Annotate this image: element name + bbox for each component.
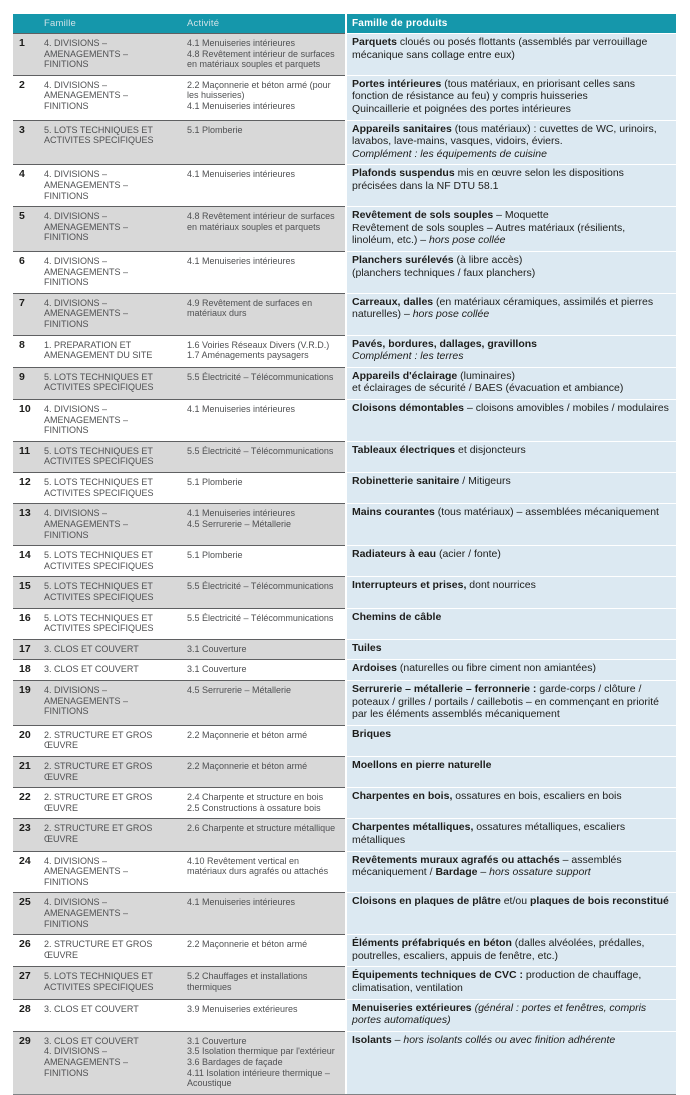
activite-entry: 2.6 Charpente et structure métallique [187,823,336,834]
cell-activite [183,725,345,756]
row-number: 12 [13,472,40,503]
produit-text-segment: Cloisons en plaques de plâtre [352,895,501,908]
produit-text-segment: cloués ou posés flottants (assemblés par verrouillage mécanique sans collage entre eux) [352,36,648,61]
table-row [13,75,676,120]
activite-entry: 4.5 Serrurerie – Métallerie [187,685,292,695]
row-number: 19 [13,680,40,725]
cell-famille [40,120,183,165]
cell-famille-de-produits [345,639,676,660]
activite-entry: 4.1 Menuiseries intérieures [187,404,296,415]
table-row [13,851,676,893]
famille-entry: 5. LOTS TECHNIQUES ET ACTIVITES SPECIFIQUES [44,550,154,571]
cell-activite [183,999,345,1031]
produit-text-segment: Quincaillerie et poignées des portes intérieures [352,103,571,116]
cell-activite [183,75,345,120]
produit-text-segment: (général : portes et fenêtres, compris portes automatiques) [352,1001,647,1027]
header-activite: Activité [187,18,220,29]
table-row [13,756,676,787]
row-number: 14 [13,545,40,576]
produit-text-segment: ossatures en bois, escaliers en bois [452,790,622,803]
activite-entry: 3.6 Bardages de façade [187,1057,283,1068]
famille-entry: 4. DIVISIONS – AMENAGEMENTS – FINITIONS [44,169,129,201]
cell-famille [40,934,183,966]
cell-famille [40,966,183,998]
cell-activite [183,608,345,639]
cell-famille-de-produits [345,934,676,966]
cell-famille [40,335,183,367]
cell-activite [183,206,345,251]
table-row [13,659,676,680]
activite-entry: 3.1 Couverture [187,643,247,654]
produit-text-segment: Équipements techniques de CVC : [352,969,523,982]
cell-famille [40,472,183,503]
cell-famille [40,725,183,756]
table-row [13,576,676,607]
produit-text-segment: Éléments préfabriqués en béton [352,937,512,950]
produit-text-segment: – [477,866,490,879]
table-row [13,725,676,756]
activite-entry: 5.5 Électricité – Télécommunications [187,445,334,456]
cell-famille [40,251,183,293]
row-number: 1 [13,33,40,75]
produit-text-segment: – cloisons amovibles / mobiles / modulaires [464,402,669,415]
cell-famille [40,293,183,335]
row-number: 23 [13,818,40,850]
activite-entry: 5.1 Plomberie [187,477,243,488]
famille-entry: 4. DIVISIONS – AMENAGEMENTS – FINITIONS [44,897,129,929]
cell-famille [40,367,183,399]
produit-text-segment: plaques de bois reconstitué [530,895,669,908]
produit-text-segment: Tableaux électriques [352,443,456,456]
table-row [13,892,676,934]
cell-activite [183,756,345,787]
produit-text-segment: Radiateurs à eau [352,548,437,561]
produit-text-segment: Complément : les terres [352,350,464,363]
produit-text-segment: (luminaires) [457,369,515,382]
produit-text-segment: hors pose collée [429,234,506,247]
famille-entry: 4. DIVISIONS – AMENAGEMENTS – FINITIONS [44,297,129,330]
produit-text-segment: dont nourrices [466,579,536,592]
cell-famille [40,545,183,576]
cell-activite [183,659,345,680]
produit-text-segment: Planchers surélevés [352,254,454,266]
cell-activite [183,164,345,206]
cell-famille-de-produits [345,335,676,367]
produit-text-segment: mis en œuvre selon les dispositions précisées dans la NF DTU 58.1 [352,167,624,192]
row-number: 21 [13,756,40,787]
produit-text-segment: (planchers techniques / faux planchers) [352,266,536,279]
cell-famille-de-produits [345,756,676,787]
row-number: 6 [13,251,40,293]
cell-activite [183,367,345,399]
cell-famille [40,818,183,850]
products-families-table [13,14,676,1095]
cell-famille-de-produits [345,787,676,818]
produit-text-segment: Isolants [352,1033,392,1046]
row-number: 5 [13,206,40,251]
famille-entry: 4. DIVISIONS – AMENAGEMENTS – FINITIONS [44,855,129,887]
cell-famille [40,399,183,441]
cell-activite [183,851,345,893]
header-famille: Famille [44,18,77,29]
cell-activite [183,120,345,165]
cell-activite [183,818,345,850]
famille-entry: 3. CLOS ET COUVERT [44,643,139,654]
cell-activite [183,576,345,607]
cell-activite [183,966,345,998]
row-number: 29 [13,1031,40,1094]
cell-famille [40,999,183,1031]
activite-entry: 2.5 Constructions à ossature bois [187,802,321,813]
cell-famille [40,608,183,639]
cell-famille-de-produits [345,441,676,472]
row-number: 25 [13,892,40,934]
cell-famille-de-produits [345,164,676,206]
famille-entry: 2. STRUCTURE ET GROS ŒUVRE [44,729,153,751]
activite-entry: 4.1 Menuiseries intérieures [187,897,296,908]
produit-text-segment: garde-corps / clôture / poteaux / grilles / portails / caillebotis – en commençant en priorité par les éléments assemblés mécaniquement [352,683,659,721]
famille-entry: 5. LOTS TECHNIQUES ET ACTIVITES SPECIFIQUES [44,612,154,634]
famille-entry: 5. LOTS TECHNIQUES ET ACTIVITES SPECIFIQUES [44,971,154,993]
produit-text-segment: Pavés, bordures, dallages, gravillons [352,337,537,350]
table-row [13,966,676,998]
cell-activite [183,787,345,818]
cell-famille-de-produits [345,251,676,293]
cell-famille [40,164,183,206]
produit-text-segment: Interrupteurs et prises, [352,579,467,592]
table-row [13,335,676,367]
cell-famille [40,1031,183,1094]
table-row [13,818,676,850]
produit-text-segment: production de chauffage, climatisation, ventilation [352,969,642,995]
activite-entry: 2.2 Maçonnerie et béton armé (pour les huisseries) [187,79,331,101]
table-row [13,680,676,725]
row-number: 9 [13,367,40,399]
row-number: 26 [13,934,40,966]
row-number: 3 [13,120,40,165]
famille-entry: 4. DIVISIONS – AMENAGEMENTS – FINITIONS [44,211,129,243]
famille-entry: 5. LOTS TECHNIQUES ET ACTIVITES SPECIFIQUES [44,477,154,498]
row-number: 24 [13,851,40,893]
famille-entry: 2. STRUCTURE ET GROS ŒUVRE [44,823,153,845]
famille-entry: 4. DIVISIONS – AMENAGEMENTS – FINITIONS [44,685,129,717]
table-row [13,206,676,251]
table-row [13,608,676,639]
famille-entry: 5. LOTS TECHNIQUES ET ACTIVITES SPECIFIQUES [44,124,154,146]
famille-entry: 1. PREPARATION ET AMENAGEMENT DU SITE [44,339,153,361]
produit-text-segment: Menuiseries extérieures [352,1001,472,1014]
cell-activite [183,892,345,934]
activite-entry: 4.9 Revêtement de surfaces en matériaux durs [187,297,313,319]
cell-famille-de-produits [345,293,676,335]
produit-text-segment: Complément : les équipements de cuisine [352,147,547,160]
activite-entry: 3.9 Menuiseries extérieures [187,1003,298,1014]
cell-famille-de-produits [345,851,676,893]
activite-entry: 5.2 Chauffages et installations thermiques [187,971,308,993]
cell-famille-de-produits [345,999,676,1031]
cell-famille-de-produits [345,966,676,998]
cell-famille-de-produits [345,608,676,639]
produit-text-segment: Ardoises [352,662,397,675]
table-row [13,545,676,576]
activite-entry: 5.5 Électricité – Télécommunications [187,581,334,592]
cell-famille-de-produits [345,503,676,545]
cell-activite [183,335,345,367]
cell-famille-de-produits [345,576,676,607]
produit-text-segment: Revêtement de sols souples [352,209,494,222]
famille-entry: 4. DIVISIONS – AMENAGEMENTS – FINITIONS [44,79,129,112]
cell-activite [183,639,345,660]
produit-text-segment: Tuiles [352,641,382,654]
activite-entry: 5.1 Plomberie [187,550,243,561]
activite-entry: 2.2 Maçonnerie et béton armé [187,939,308,950]
cell-famille [40,639,183,660]
cell-famille-de-produits [345,1031,676,1094]
cell-famille [40,33,183,75]
activite-entry: 5.5 Électricité – Télécommunications [187,371,334,382]
produit-text-segment: Parquets [352,36,397,48]
row-number: 8 [13,335,40,367]
famille-entry: 5. LOTS TECHNIQUES ET ACTIVITES SPECIFIQUES [44,371,154,393]
cell-famille [40,787,183,818]
activite-entry: 4.1 Menuiseries intérieures [187,101,296,112]
produit-text-segment: et/ou [500,895,530,908]
cell-famille-de-produits [345,399,676,441]
famille-entry: 3. CLOS ET COUVERT [44,1035,139,1046]
famille-entry: 3. CLOS ET COUVERT [44,1003,139,1014]
activite-entry: 4.8 Revêtement intérieur de surfaces en matériaux souples et parquets [187,211,335,232]
row-number: 28 [13,999,40,1031]
famille-entry: 5. LOTS TECHNIQUES ET ACTIVITES SPECIFIQUES [44,581,154,602]
row-number: 17 [13,639,40,660]
table-header-row [13,14,676,33]
cell-famille-de-produits [345,472,676,503]
cell-famille [40,503,183,545]
table-row [13,1031,676,1094]
produit-text-segment: (dalles alvéolées, prédalles, poutrelles, escaliers, appuis de fenêtre, etc.) [352,937,645,962]
famille-entry: 4. DIVISIONS – AMENAGEMENTS – FINITIONS [44,404,129,436]
produit-text-segment: hors ossature support [489,866,591,879]
table-row [13,999,676,1031]
activite-entry: 3.1 Couverture [187,1035,247,1046]
activite-entry: 4.1 Menuiseries intérieures [187,256,296,266]
cell-famille-de-produits [345,680,676,725]
produit-text-segment: – assemblés mécaniquement / [352,853,622,879]
produit-text-segment: Carreaux, dalles [352,295,434,308]
cell-activite [183,1031,345,1094]
header-famille-de-produits: Famille de produits [345,14,676,33]
famille-entry: 2. STRUCTURE ET GROS ŒUVRE [44,939,153,960]
activite-entry: 4.11 Isolation intérieure thermique – Acoustique [187,1067,330,1089]
famille-entry: 4. DIVISIONS – AMENAGEMENTS – FINITIONS [44,256,129,288]
activite-entry: 2.4 Charpente et structure en bois [187,792,324,803]
produit-text-segment: Cloisons démontables [352,402,465,415]
table-row [13,293,676,335]
produit-text-segment: hors isolants collés ou avec finition adhérente [403,1033,616,1046]
produit-text-segment: (acier / fonte) [436,548,501,561]
row-number: 7 [13,293,40,335]
cell-activite [183,472,345,503]
cell-famille [40,75,183,120]
cell-famille [40,756,183,787]
produit-text-segment: ossatures métalliques, escaliers métalliques [352,821,626,847]
activite-entry: 5.5 Électricité – Télécommunications [187,612,334,623]
produit-text-segment: Charpentes métalliques, [352,821,474,834]
produit-text-segment: Revêtement de sols souples – Autres matériaux (résilients, linoléum, etc.) – [352,221,626,247]
cell-famille-de-produits [345,892,676,934]
famille-entry: 4. DIVISIONS – AMENAGEMENTS – FINITIONS [44,1046,129,1078]
cell-famille [40,851,183,893]
produit-text-segment: (tous matériaux) – assemblées mécaniquement [434,506,659,519]
produit-text-segment: – Moquette [493,209,549,222]
row-number: 13 [13,503,40,545]
cell-activite [183,934,345,966]
produit-text-segment: Revêtements muraux agrafés ou attachés [352,853,560,866]
produit-text-segment: (en matériaux céramiques, assimilés et pierres naturelles) – [352,295,654,321]
row-number: 2 [13,75,40,120]
cell-famille [40,441,183,472]
famille-entry: 4. DIVISIONS – AMENAGEMENTS – FINITIONS [44,38,129,70]
cell-famille-de-produits [345,33,676,75]
table-row [13,441,676,472]
produit-text-segment: Chemins de câble [352,610,442,623]
produit-text-segment: Bardage [435,866,478,879]
produit-text-segment: (tous matériaux) : cuvettes de WC, urinoirs, lavabos, lave-mains, vasques, vidoirs, éviers. [352,122,657,148]
cell-famille-de-produits [345,75,676,120]
produit-text-segment: (naturelles ou fibre ciment non amiantées) [396,662,596,675]
row-number: 16 [13,608,40,639]
table-body [13,33,676,1094]
famille-entry: 5. LOTS TECHNIQUES ET ACTIVITES SPECIFIQUES [44,445,154,467]
produit-text-segment: (tous matériaux, en priorisant celles sans fonction de résistance au feu) y compris huisseries [352,77,636,103]
produit-text-segment: et éclairages de sécurité / BAES (évacuation et ambiance) [352,382,624,395]
activite-entry: 2.2 Maçonnerie et béton armé [187,729,308,740]
activite-entry: 4.1 Menuiseries intérieures [187,38,296,48]
row-number: 15 [13,576,40,607]
produit-text-segment: Appareils sanitaires [352,122,452,135]
cell-famille-de-produits [345,367,676,399]
cell-famille [40,680,183,725]
famille-entry: 2. STRUCTURE ET GROS ŒUVRE [44,792,153,813]
famille-entry: 2. STRUCTURE ET GROS ŒUVRE [44,761,153,782]
cell-activite [183,399,345,441]
activite-entry: 4.10 Revêtement vertical en matériaux durs agrafés ou attachés [187,855,329,877]
cell-activite [183,680,345,725]
produit-text-segment: Portes intérieures [352,77,442,90]
cell-famille [40,892,183,934]
cell-activite [183,503,345,545]
cell-famille [40,576,183,607]
activite-entry: 1.6 Voiries Réseaux Divers (V.R.D.) [187,339,330,350]
cell-activite [183,293,345,335]
activite-entry: 2.2 Maçonnerie et béton armé [187,761,308,771]
produit-text-segment: Moellons en pierre naturelle [352,759,492,771]
table-row [13,934,676,966]
famille-entry: 3. CLOS ET COUVERT [44,664,139,675]
table-row [13,367,676,399]
produit-text-segment: – [391,1033,404,1046]
activite-entry: 4.8 Revêtement intérieur de surfaces en matériaux souples et parquets [187,48,335,70]
table-row [13,120,676,165]
activite-entry: 4.1 Menuiseries intérieures [187,169,296,180]
activite-entry: 5.1 Plomberie [187,124,243,135]
cell-famille-de-produits [345,206,676,251]
cell-activite [183,251,345,293]
cell-activite [183,545,345,576]
cell-famille-de-produits [345,818,676,850]
row-number: 20 [13,725,40,756]
cell-famille-de-produits [345,120,676,165]
famille-entry: 4. DIVISIONS – AMENAGEMENTS – FINITIONS [44,508,129,540]
activite-entry: 3.5 Isolation thermique par l'extérieur [187,1046,335,1057]
produit-text-segment: Charpentes en bois, [352,790,453,803]
row-number: 18 [13,659,40,680]
produit-text-segment: et disjoncteurs [455,443,526,456]
activite-entry: 1.7 Aménagements paysagers [187,350,309,361]
row-number: 27 [13,966,40,998]
table-row [13,33,676,75]
row-number: 22 [13,787,40,818]
activite-entry: 3.1 Couverture [187,664,247,675]
cell-activite [183,33,345,75]
produit-text-segment: Mains courantes [352,506,435,519]
cell-famille-de-produits [345,659,676,680]
cell-famille-de-produits [345,545,676,576]
table-row [13,639,676,660]
activite-entry: 4.1 Menuiseries intérieures [187,508,296,519]
produit-text-segment: Robinetterie sanitaire [352,475,460,488]
cell-famille [40,206,183,251]
produit-text-segment: (à libre accès) [453,254,523,266]
table-row [13,503,676,545]
table-row [13,164,676,206]
cell-famille-de-produits [345,725,676,756]
activite-entry: 4.5 Serrurerie – Métallerie [187,518,292,529]
row-number: 4 [13,164,40,206]
table-row [13,399,676,441]
produit-text-segment: / Mitigeurs [459,475,511,488]
table-row [13,787,676,818]
produit-text-segment: Plafonds suspendus [352,167,455,180]
produit-text-segment: Appareils d'éclairage [352,369,458,382]
cell-famille [40,659,183,680]
produit-text-segment: Serrurerie – métallerie – ferronnerie : [352,683,537,695]
table-row [13,251,676,293]
row-number: 11 [13,441,40,472]
produit-text-segment: hors pose collée [412,308,490,321]
cell-activite [183,441,345,472]
row-number: 10 [13,399,40,441]
produit-text-segment: Briques [352,727,392,740]
table-row [13,472,676,503]
